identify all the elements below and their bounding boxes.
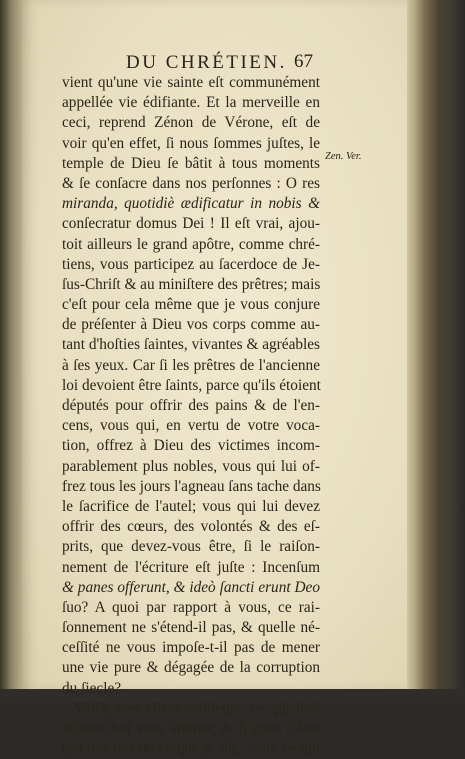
text-line: voir qu'en effet, ſi nous ſommes juſtes, le: [62, 134, 320, 152]
page-number: 67: [294, 51, 313, 72]
text-line: pas touchés de ce que je dis, voilà ce qui: [62, 740, 320, 758]
text-line: tion, offrez à Dieu des victimes incom-: [62, 437, 320, 455]
body-text: [62, 73, 320, 759]
text-line: députés pour offrir des pains & de l'en-: [62, 397, 320, 414]
text-line: ſuo? A quoi par rapport à vous, ce rai-: [62, 598, 320, 616]
text-line: le ſacrifice de l'autel; vous qui lui devez: [62, 497, 320, 515]
text-line: loi devoient être ſaints, parce qu'ils étoient: [62, 376, 321, 394]
text-line: miranda, quotidiè ædificatur in nobis &: [62, 195, 320, 213]
text-line: ceci, reprend Zénon de Vérone, eſt de: [62, 114, 320, 132]
text-line: nement de l'écriture eſt juſte : Incenſum: [62, 558, 320, 576]
text-line: ſus-Chriſt & au miniſtere des prêtres; mais: [62, 275, 321, 293]
text-line: Voilà, mes chers auditeurs, ce qui doit: [74, 699, 320, 717]
text-line: prits, que devez-vous être, ſi le raiſon-: [62, 538, 320, 556]
running-head: DU CHRÉTIEN.: [126, 52, 287, 73]
text-line: conſecratur domus Dei ! Il eſt vrai, ajou-: [62, 215, 320, 233]
text-line: offrir des cœurs, des volontés & des eſ-: [62, 518, 320, 536]
text-line: de préſenter à Dieu vos corps comme au-: [62, 316, 320, 334]
text-line: du ſiecle?: [62, 679, 122, 697]
text-line: temple de Dieu ſe bâtit à tous moments: [62, 154, 320, 172]
margin-note: Zen. Ver.: [325, 151, 362, 162]
text-line: parablement plus nobles, vous qui lui of-: [62, 457, 320, 475]
text-line: une vie pure & dégagée de la corruption: [62, 659, 320, 677]
text-line: ceſſité ne vous impoſe-t-il pas de mener: [62, 639, 320, 657]
text-line: vient qu'une vie sainte eſt communément: [62, 74, 320, 91]
text-line: c'eſt pour cela même que je vous conjure: [62, 296, 320, 314]
text-line: appellée vie édifiante. Et la merveille en: [62, 94, 320, 112]
text-line: à ſes yeux. Car ſi les prêtres de l'ancienne: [62, 356, 320, 374]
text-line: tiens, vous participez au ſacerdoce de Je-: [62, 255, 320, 273]
text-line: cens, vous qui, en vertu de votre voca-: [62, 417, 320, 435]
text-line: toit ailleurs le grand apôtre, comme chré-: [62, 235, 320, 253]
text-line: ſonnement ne s'étend-il pas, & quelle né-: [62, 619, 320, 637]
text-line: & panes offerunt, & ideò ſancti erunt Deo: [62, 578, 320, 596]
text-line: aujourd'hui vous animer, & ſi vous n'êtes: [62, 720, 320, 737]
book-fore-edge: [407, 0, 465, 703]
text-line: frez tous les jours l'agneau ſans tache dans: [62, 477, 321, 495]
text-line: tant d'hoſties ſaintes, vivantes & agréables: [62, 336, 320, 354]
text-line: & ſe conſacre dans nos perſonnes : O res: [62, 174, 320, 192]
